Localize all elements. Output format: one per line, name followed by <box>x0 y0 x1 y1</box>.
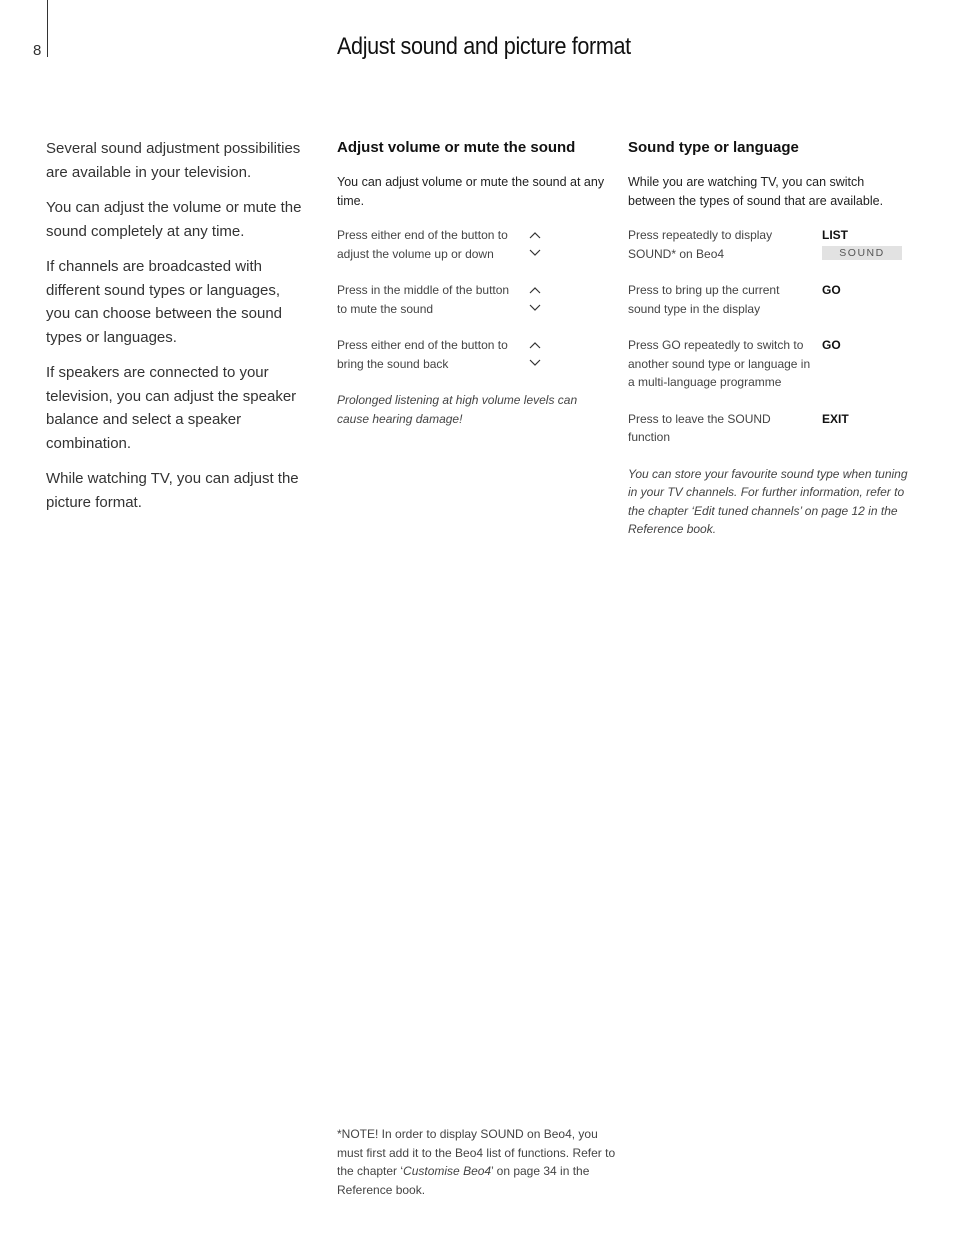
sound-step <box>628 281 908 318</box>
up-down-arrows-icon <box>529 281 543 322</box>
sound-type-heading: Sound type or language <box>628 139 799 156</box>
intro-paragraph: While watching TV, you can adjust the picture format. <box>46 470 299 511</box>
sound-step <box>628 410 908 447</box>
chevron-down-icon <box>529 304 541 312</box>
intro-paragraph: Several sound adjustment possibilities are available in your television. <box>46 140 301 181</box>
page-number: 8 <box>33 42 42 59</box>
intro-column <box>46 137 308 526</box>
step-text: Press GO repeatedly to switch to another sound type or language in a multi-language programme <box>628 338 811 389</box>
display-readout: SOUND <box>822 246 902 260</box>
volume-step <box>337 336 607 373</box>
chevron-up-icon <box>529 231 541 239</box>
sound-step <box>628 226 908 263</box>
sound-type-note: You can store your favourite sound type when tuning in your TV channels. For further information, refer to the chapter ‘Edit tuned channels’ on page 12 in the Reference book. <box>628 466 908 536</box>
intro-paragraph: You can adjust the volume or mute the sound completely at any time. <box>46 199 302 240</box>
page-title: Adjust sound and picture format <box>337 33 631 60</box>
key-label: LIST <box>822 228 848 242</box>
volume-column <box>337 137 607 428</box>
chevron-up-icon <box>529 286 541 294</box>
intro-paragraph: If speakers are connected to your television, you can adjust the speaker balance and select a speaker combination. <box>46 364 297 452</box>
footnote-body <box>334 1125 619 1199</box>
key-label: GO <box>822 338 841 352</box>
chevron-down-icon <box>529 249 541 257</box>
step-text: Press to bring up the current sound type in the display <box>628 283 780 316</box>
volume-lead: You can adjust volume or mute the sound at any time. <box>337 175 605 208</box>
chevron-down-icon <box>529 359 541 367</box>
sound-type-lead: While you are watching TV, you can switch between the types of sound that are available. <box>628 175 884 208</box>
step-text: Press either end of the button to bring the sound back <box>337 338 508 371</box>
step-text: Press in the middle of the button to mute the sound <box>337 283 510 316</box>
key-label: EXIT <box>822 411 849 426</box>
up-down-arrows-icon <box>529 336 543 377</box>
sound-type-column <box>628 137 908 539</box>
footnote-text: *NOTE! In order to display SOUND on Beo4, you must first add it to the Beo4 list of functions. Refer to the chapter ‘ <box>337 1127 616 1178</box>
footnote-chapter-title: Customise Beo4 <box>403 1164 492 1178</box>
sound-step <box>628 336 908 392</box>
step-text: Press repeatedly to display SOUND* on Beo4 <box>628 228 773 261</box>
volume-heading: Adjust volume or mute the sound <box>337 139 576 156</box>
footnote-text-end: ’ on page 34 in the Reference book. <box>337 1164 590 1197</box>
footnote <box>334 1125 619 1199</box>
chevron-up-icon <box>529 341 541 349</box>
step-text: Press either end of the button to adjust the volume up or down <box>337 228 508 261</box>
hearing-warning: Prolonged listening at high volume levels can cause hearing damage! <box>337 393 578 426</box>
volume-step <box>337 281 607 318</box>
margin-rule <box>47 0 48 57</box>
intro-paragraph: If channels are broadcasted with different sound types or languages, you can choose between the sound types or languages. <box>46 258 283 346</box>
step-text: Press to leave the SOUND function <box>628 411 771 444</box>
key-label: GO <box>822 283 841 297</box>
up-down-arrows-icon <box>529 226 543 267</box>
volume-step <box>337 226 607 263</box>
